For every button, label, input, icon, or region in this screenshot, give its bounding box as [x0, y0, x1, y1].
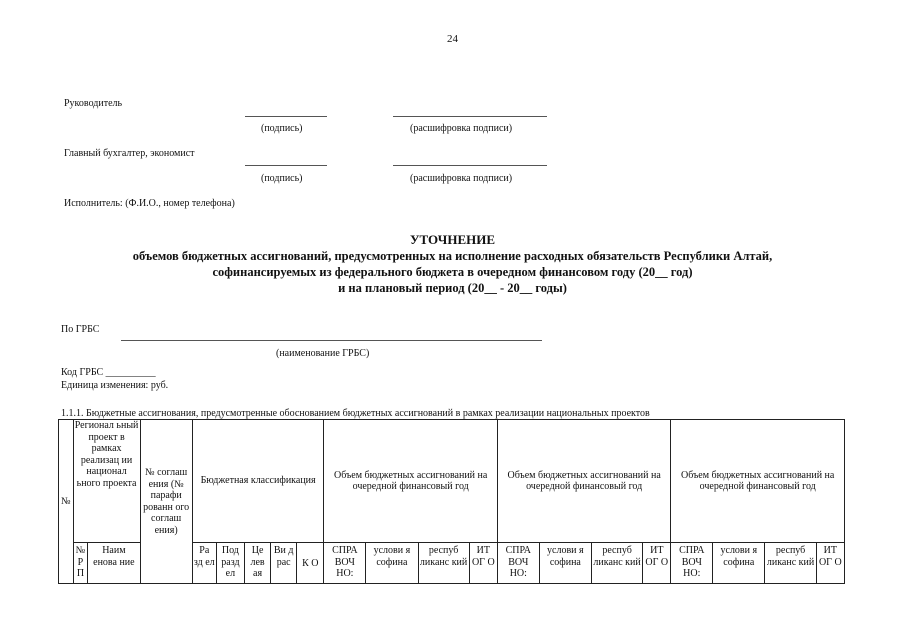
- budget-classification-header: Бюджетная классификация: [192, 420, 324, 543]
- grbs-code-label: Код ГРБС __________: [61, 367, 156, 378]
- num-header: №: [59, 420, 74, 584]
- document-title: [0, 232, 905, 296]
- itogo-header-1: ИТ ОГ О: [469, 543, 497, 584]
- grbs-caption: (наименование ГРБС): [276, 348, 370, 359]
- respublikanskiy-header-1: респуб ликанс кий: [418, 543, 469, 584]
- accountant-signature-line: [245, 165, 327, 166]
- regional-project-header: Регионал ьный проект в рамках реализац ии национал ьного проекта: [73, 420, 140, 543]
- head-signature-line: [245, 116, 327, 117]
- razdel-header: Ра зд ел: [192, 543, 216, 584]
- kosgu-header: К О: [297, 543, 324, 584]
- respublikanskiy-header-2: респуб ликанс кий: [591, 543, 642, 584]
- executor-label: Исполнитель: (Ф.И.О., номер телефона): [64, 198, 235, 209]
- budget-table: [58, 419, 845, 584]
- vid-rashodov-header: Ви д рас: [271, 543, 297, 584]
- page-number: 24: [447, 33, 458, 45]
- head-decode-line: [393, 116, 547, 117]
- rp-name-header: Наим енова ние: [88, 543, 140, 584]
- title-main: УТОЧНЕНИЕ: [409, 232, 496, 247]
- accountant-decode-line: [393, 165, 547, 166]
- head-signature-caption: (подпись): [261, 123, 303, 134]
- head-decode-caption: (расшифровка подписи): [410, 123, 513, 134]
- accountant-label: Главный бухгалтер, экономист: [64, 148, 195, 159]
- head-label: Руководитель: [64, 98, 123, 109]
- usloviya-header-2: услови я софина: [539, 543, 591, 584]
- rp-number-header: № Р П: [73, 543, 88, 584]
- unit-label: Единица изменения: руб.: [61, 380, 169, 391]
- respublikanskiy-header-3: респуб ликанс кий: [765, 543, 816, 584]
- accountant-decode-caption: (расшифровка подписи): [410, 173, 513, 184]
- spravochno-header-3: СПРА ВОЧ НО:: [671, 543, 713, 584]
- spravochno-header-1: СПРА ВОЧ НО:: [324, 543, 366, 584]
- usloviya-header-3: услови я софина: [713, 543, 765, 584]
- grbs-label: По ГРБС: [61, 324, 100, 335]
- volume-header-3: Объем бюджетных ассигнований на очередной финансовый год: [671, 420, 845, 543]
- title-line-2: софинансируемых из федерального бюджета в очередном финансовом году (20__ год): [212, 265, 693, 279]
- section-heading: 1.1.1. Бюджетные ассигнования, предусмотренные обоснованием бюджетных ассигнований в рамках реализации национальных проектов: [61, 408, 650, 419]
- volume-header-1: Объем бюджетных ассигнований на очередной финансовый год: [324, 420, 497, 543]
- volume-header-2: Объем бюджетных ассигнований на очередной финансовый год: [497, 420, 670, 543]
- itogo-header-3: ИТ ОГ О: [816, 543, 844, 584]
- spravochno-header-2: СПРА ВОЧ НО:: [497, 543, 539, 584]
- podrazdel-header: Под разд ел: [216, 543, 244, 584]
- agreement-header: № соглаш ения (№ парафи рованн ого соглаш ения): [140, 420, 192, 584]
- usloviya-header-1: услови я софина: [366, 543, 418, 584]
- accountant-signature-caption: (подпись): [261, 173, 303, 184]
- tselevaya-header: Це лев ая: [245, 543, 271, 584]
- grbs-name-line: [121, 340, 542, 341]
- title-line-1: объемов бюджетных ассигнований, предусмотренных на исполнение расходных обязательств Республики Алтай,: [132, 249, 773, 263]
- itogo-header-2: ИТ ОГ О: [643, 543, 671, 584]
- title-line-3: и на плановый период (20__ - 20__ годы): [338, 281, 567, 295]
